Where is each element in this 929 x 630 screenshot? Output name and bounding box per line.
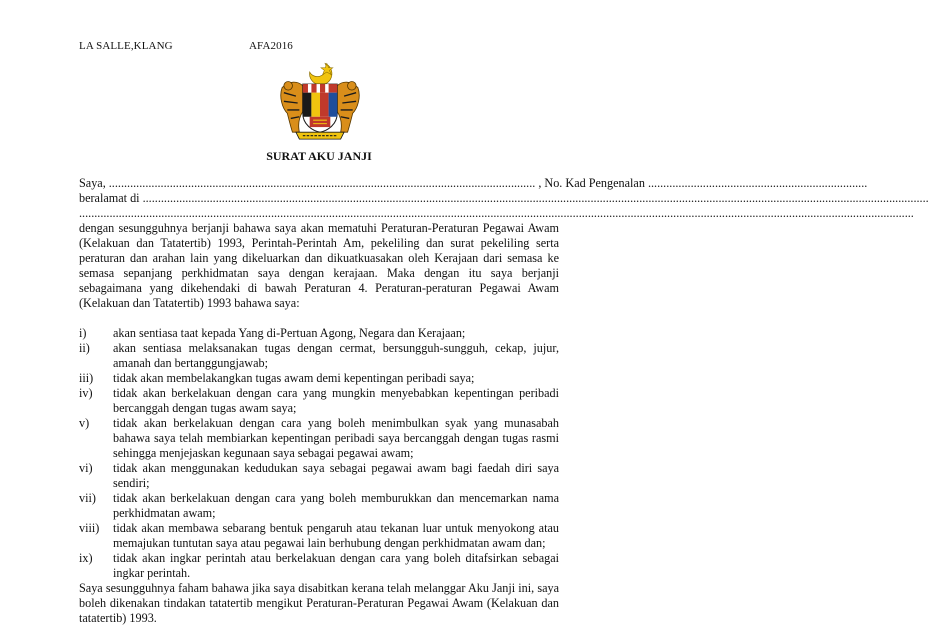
item-number: ii) — [79, 341, 90, 355]
address-label: beralamat di — [79, 191, 140, 205]
list-item — [79, 521, 559, 551]
list-item — [79, 551, 559, 581]
item-text: tidak akan berkelakuan dengan cara yang boleh memburukkan dan mencemarkan nama perkhidmatan awam; — [113, 491, 559, 520]
item-text: tidak akan membelakangkan tugas awam demi kepentingan peribadi saya; — [113, 371, 475, 385]
name-line — [79, 176, 868, 191]
address-blank: .................................................................................................................................................................................................................................................................. — [142, 191, 929, 205]
intro-paragraph: dengan sesungguhnya berjanji bahawa saya akan mematuhi Peraturan-Peraturan Pegawai Awam (Kelakuan dan Tatatertib) 1993, Perintah-Perintah Am, pekeliling dan surat pekeliling serta peraturan dan arahan lain yang dikeluarkan dan dikuatkuasakan oleh Kerajaan dari semasa ke semasa sepanjang perkhidmatan saya dengan kerajaan. Maka dengan itu saya berjanji sebagaimana yang dikehendaki di bawah Peraturan 4. Peraturan-peraturan Pegawai Awam (Kelakuan dan Tatatertib) 1993 bahawa saya: — [79, 221, 559, 310]
list-item — [79, 416, 559, 461]
item-text: tidak akan membawa sebarang bentuk pengaruh atau tekanan luar untuk menyokong atau memajukan tuntutan saya atau pegawai lain berhubung dengan perkhidmatan awam dan; — [113, 521, 559, 550]
item-text: tidak akan berkelakuan dengan cara yang mungkin menyebabkan kepentingan peribadi bercanggah dengan tugas awam saya; — [113, 386, 559, 415]
item-number: vii) — [79, 491, 96, 505]
item-text: tidak akan ingkar perintah atau berkelakuan dengan cara yang boleh ditafsirkan sebagai ingkar perintah. — [113, 551, 559, 580]
document-body — [79, 176, 929, 626]
pledge-list — [79, 326, 559, 581]
item-text: akan sentiasa melaksanakan tugas dengan cermat, bersungguh-sungguh, cekap, jujur, amanah dan bertanggungjawab; — [113, 341, 559, 370]
list-item — [79, 341, 559, 371]
ic-label: , No. Kad Pengenalan — [538, 176, 645, 190]
list-item — [79, 461, 559, 491]
school-name: LA SALLE,KLANG — [79, 40, 173, 52]
item-number: iv) — [79, 386, 93, 400]
item-number: viii) — [79, 521, 100, 535]
list-item — [79, 386, 559, 416]
item-number: i) — [79, 326, 87, 340]
address-blank-continued: .................................................................................................................................................................................................................................................................................. — [79, 206, 914, 220]
document-title: SURAT AKU JANJI — [266, 149, 372, 163]
item-number: v) — [79, 416, 90, 430]
document-code: AFA2016 — [249, 40, 293, 52]
item-number: ix) — [79, 551, 93, 565]
name-blank: ............................................................................................................................................ — [108, 176, 536, 190]
item-text: akan sentiasa taat kepada Yang di-Pertuan Agong, Negara dan Kerajaan; — [113, 326, 466, 340]
list-item — [79, 326, 559, 341]
list-item — [79, 371, 559, 386]
item-number: iii) — [79, 371, 94, 385]
item-text: tidak akan berkelakuan dengan cara yang boleh menimbulkan syak yang munasabah bahawa saya telah membiarkan kepentingan peribadi saya bercanggah dengan tugas rasmi sehingga menjejaskan kegunaan saya sebagai pegawai awam; — [113, 416, 559, 460]
list-item — [79, 491, 559, 521]
coat-of-arms-icon — [276, 60, 364, 146]
item-number: vi) — [79, 461, 93, 475]
closing-paragraph: Saya sesungguhnya faham bahawa jika saya disabitkan kerana telah melanggar Aku Janji ini, saya boleh dikenakan tindakan tatatertib mengikut Peraturan-Peraturan Pegawai Awam (Kelakuan dan tatatertib) 1993. — [79, 581, 559, 625]
saya-label: Saya, — [79, 176, 106, 190]
address-line — [79, 191, 929, 206]
ic-blank: ........................................................................ — [647, 176, 868, 190]
item-text: tidak akan menggunakan kedudukan saya sebagai pegawai awam bagi faedah diri saya sendiri; — [113, 461, 559, 490]
